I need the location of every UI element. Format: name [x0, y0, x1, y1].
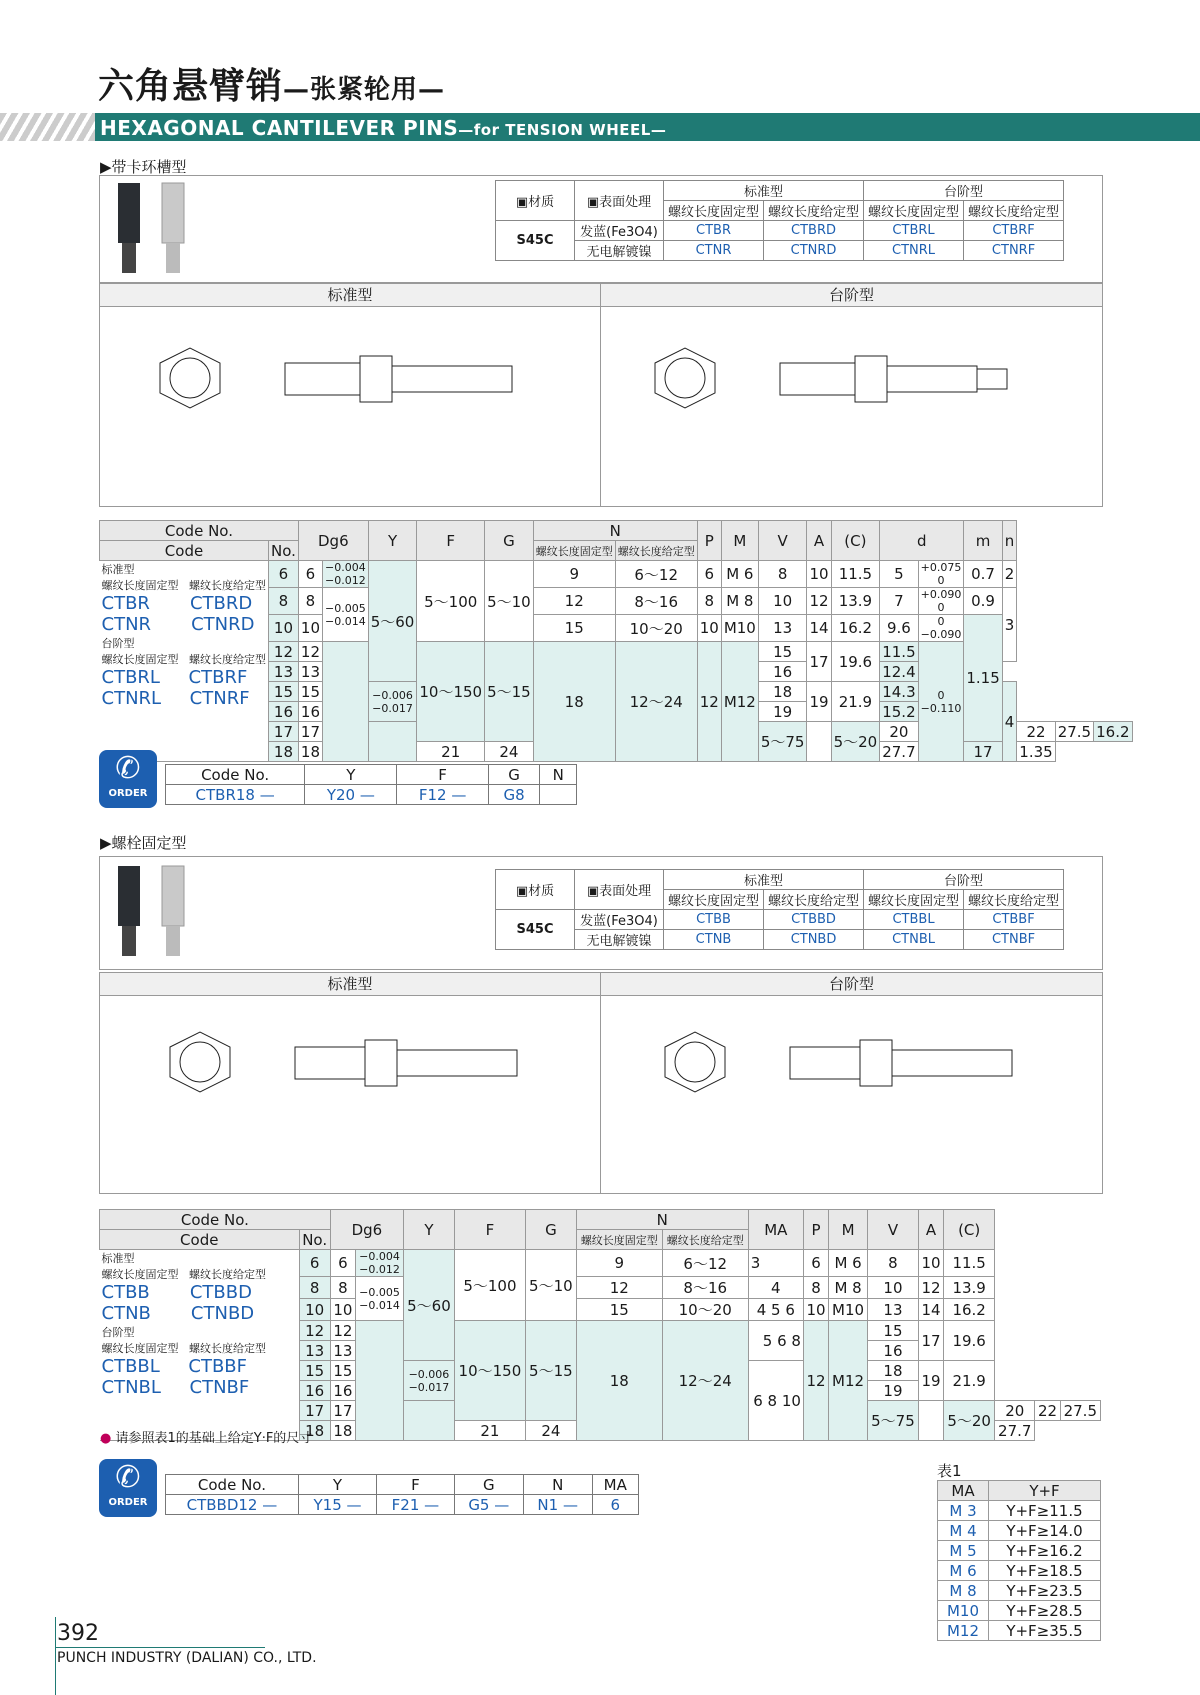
table1-title: 表1 [937, 1462, 962, 1480]
material-table-1: ▣材质 ▣表面处理 标准型 台阶型 螺纹长度固定型 螺纹长度给定型 螺纹长度固定型 螺纹长度给定型 S45C 发蓝(Fe3O4) CTBR CTBRD CTBRL CTBRF 无电解镀镍 CTNR CTNRD CTNRL CTNRF [495, 180, 1064, 261]
section-title-1: ▶带卡环槽型 [100, 158, 187, 176]
section-title-2: ▶螺栓固定型 [100, 834, 187, 852]
spec-table-2: Code No. Dg6 Y F G N MA P M V A (C) Code No. 螺纹长度固定型 螺纹长度给定型 标准型 螺纹长度固定型 螺纹长度给定型 CTBB CTBBD CTNB CTNBD 台阶型 螺纹长度固定型 螺纹长度给定型 CTBBL CTBBF CTNBL CTNBF 6 6 −0.004 −0.012 5～60 5～100 5～10 9 6～12 3 6 M 6 8 10 11.5 8 8 −0.005 −0.014 12 8～16 4 8 M 8 10 12 13.9 10 10 15 10～20 4 5 6 10 M10 13 14 16.2 12 12 10～150 5～15 18 12～24 5 6 8 12 M12 15 17 19.6 13 13 16 15 15 −0.006 −0.017 6 8 10 18 19 21.9 16 16 19 17 17 5～75 5～20 20 22 27.5 18 18 21 24 27.7 [99, 1209, 1101, 1441]
spec-table-1: Code No. Dg6 Y F G N P M V A (C) d m n Code No. 螺纹长度固定型 螺纹长度给定型 标准型 螺纹长度固定型 螺纹长度给定型 CTBR CTBRD CTNR CTNRD 台阶型 螺纹长度固定型 螺纹长度给定型 CTBRL CTBRF CTNRL CTNRF 6 6 −0.004 −0.012 5～60 5～100 5～10 9 6～12 6 M 6 8 10 11.5 5 +0.075 0 0.7 2 8 8 −0.005 −0.014 12 8～16 8 M 8 10 12 13.9 7 +0.090 0 0.9 3 10 10 15 10～20 10 M10 13 14 16.2 9.6 0 −0.090 1.15 12 12 10～150 5～15 18 12～24 12 M12 15 17 19.6 11.5 0 −0.110 13 13 16 12.4 15 15 −0.006 −0.017 18 19 21.9 14.3 4 16 16 19 15.2 17 17 5～75 5～20 20 22 27.5 16.2 18 18 21 24 27.7 17 1.35 [99, 520, 1133, 762]
order-example-2: Code No. Y F G N MA CTBBD12 — Y15 — F21 — G5 — N1 — 6 [165, 1474, 639, 1515]
page-title: 六角悬臂销—张紧轮用— [98, 66, 446, 107]
english-title: HEXAGONAL CANTILEVER PINS—for TENSION WHEEL— [100, 116, 667, 140]
order-example-1: Code No. Y F G N CTBR18 — Y20 — F12 — G8 [165, 764, 577, 805]
order-icon: ✆ ORDER [99, 750, 157, 808]
page-number: 392 [57, 1621, 99, 1646]
note: ● 请参照表1的基础上给定Y·F的尺寸 [100, 1431, 313, 1446]
table1: MA Y+F M 3 Y+F≥11.5 M 4 Y+F≥14.0 M 5 Y+F≥16.2 M 6 Y+F≥18.5 M 8 Y+F≥23.5 M10 Y+F≥28.5 M12 Y+F≥35.5 [937, 1480, 1101, 1641]
material-table-2: ▣材质 ▣表面处理 标准型 台阶型 螺纹长度固定型 螺纹长度给定型 螺纹长度固定型 螺纹长度给定型 S45C 发蓝(Fe3O4) CTBB CTBBD CTBBL CTBBF 无电解镀镍 CTNB CTNBD CTNBL CTNBF [495, 869, 1064, 950]
order-icon-2: ✆ ORDER [99, 1459, 157, 1517]
product-panel-1 [99, 175, 1103, 283]
technical-drawing-1 [100, 308, 1100, 503]
technical-drawing-2 [100, 997, 1100, 1192]
drawing-panel-1: 标准型 台阶型 [99, 283, 1103, 507]
product-panel-2 [99, 856, 1103, 970]
drawing-panel-2: 标准型 台阶型 [99, 972, 1103, 1194]
product-photo-2 [112, 861, 202, 965]
product-photo [112, 178, 202, 282]
company-name: PUNCH INDUSTRY (DALIAN) CO., LTD. [57, 1650, 317, 1666]
